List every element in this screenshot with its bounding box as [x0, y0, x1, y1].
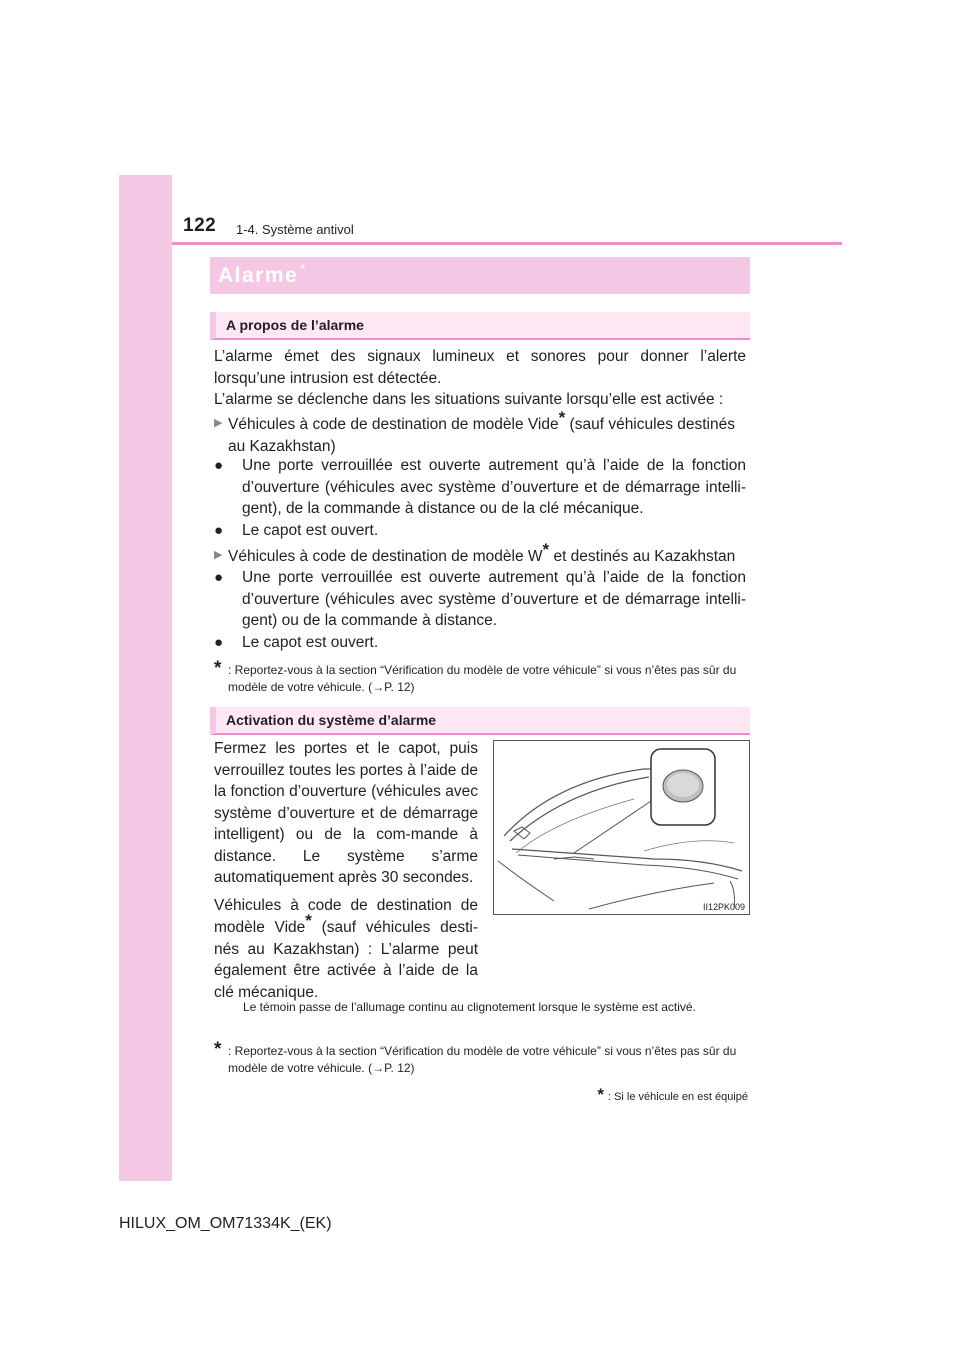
document-code: HILUX_OM_OM71334K_(EK) — [119, 1215, 332, 1232]
about-intro-2: L’alarme se déclenche dans les situations suivante lorsqu’elle est activée : — [214, 391, 724, 408]
subheading-activation — [210, 707, 750, 735]
bullet-item: ● Une porte verrouillée est ouverte autrement qu’à l’aide de la fonction d’ouverture (véhicules avec système d’ouverture et de démarrage intelli-gent) ou de la commande à distance. — [214, 569, 746, 629]
bullet-icon: ● — [214, 569, 224, 586]
footnote-about: * : Reportez-vous à la section “Vérification du modèle de votre véhicule” si vous n’êtes pas sûr du modèle de votre véhicule. (→P. 12) — [214, 658, 737, 694]
security-indicator-illustration — [493, 740, 750, 915]
asterisk-mark: * — [558, 408, 566, 427]
about-intro — [214, 346, 746, 411]
page-title: Alarme — [218, 263, 299, 287]
header-rule — [172, 242, 842, 245]
about-intro-1: L’alarme émet des signaux lumineux et sonores pour donner l’alerte lorsqu’une intrusion est détectée. — [214, 348, 746, 387]
activation-para-1: Fermez les portes et le capot, puis verrouillez toutes les portes à l’aide de la fonction d’ouverture (véhicules avec système d’ouverture et de démarrage intelligent) ou de la com-mande à distance. Le système s’arme automatiquement après 30 secondes. — [214, 740, 478, 886]
footnote-activation: * : Reportez-vous à la section “Vérification du modèle de votre véhicule” si vous n’êtes pas sûr du modèle de votre véhicule. (→P. 12) — [214, 1039, 737, 1075]
indicator-note: Le témoin passe de l’allumage continu au clignotement lorsque le système est activé. — [243, 1000, 696, 1014]
activation-para-2: Véhicules à code de destination de modèle Vide* (sauf véhicules desti-nés au Kazakhstan) : L’alarme peut également être activée à l’aide de la clé mécanique. — [214, 896, 478, 1001]
triangle-icon: ▶ — [214, 417, 223, 429]
bullet-icon: ● — [214, 634, 224, 651]
subheading-about — [210, 312, 750, 340]
equipment-note: * : Si le véhicule en est équipé — [597, 1085, 748, 1104]
asterisk-mark: * — [597, 1085, 604, 1104]
subheading-about-text: A propos de l’alarme — [226, 317, 364, 333]
asterisk-mark: * — [305, 911, 312, 930]
condition-vide: ▶ Véhicules à code de destination de modèle Vide* (sauf véhicules destinés au Kazakhstan) — [214, 408, 735, 455]
activation-text — [214, 738, 478, 1003]
asterisk-mark: * — [542, 540, 550, 559]
subheading-activation-text: Activation du système d’alarme — [226, 712, 437, 728]
page-title-bar — [210, 257, 750, 294]
windshield-indicator-drawing — [494, 741, 749, 914]
illustration-code: II12PK009 — [702, 902, 745, 912]
bullet-icon: ● — [214, 457, 224, 474]
triangle-icon: ▶ — [214, 549, 223, 561]
side-color-band — [119, 175, 172, 1181]
title-asterisk: * — [300, 261, 306, 276]
bullet-item: ● Le capot est ouvert. — [214, 632, 746, 654]
section-label: 1-4. Système antivol — [236, 222, 354, 237]
bullet-item: ● Une porte verrouillée est ouverte autrement qu’à l’aide de la fonction d’ouverture (véhicules avec système d’ouverture et de démarrage intelli-gent), de la commande à distance ou de la clé mécanique. — [214, 457, 746, 517]
condition-w: ▶ Véhicules à code de destination de modèle W* et destinés au Kazakhstan — [214, 540, 736, 565]
bullet-item: ● Le capot est ouvert. — [214, 520, 746, 542]
asterisk-mark: * — [214, 658, 222, 679]
bullet-icon: ● — [214, 522, 224, 539]
page-number: 122 — [183, 215, 217, 236]
asterisk-mark: * — [214, 1039, 222, 1060]
